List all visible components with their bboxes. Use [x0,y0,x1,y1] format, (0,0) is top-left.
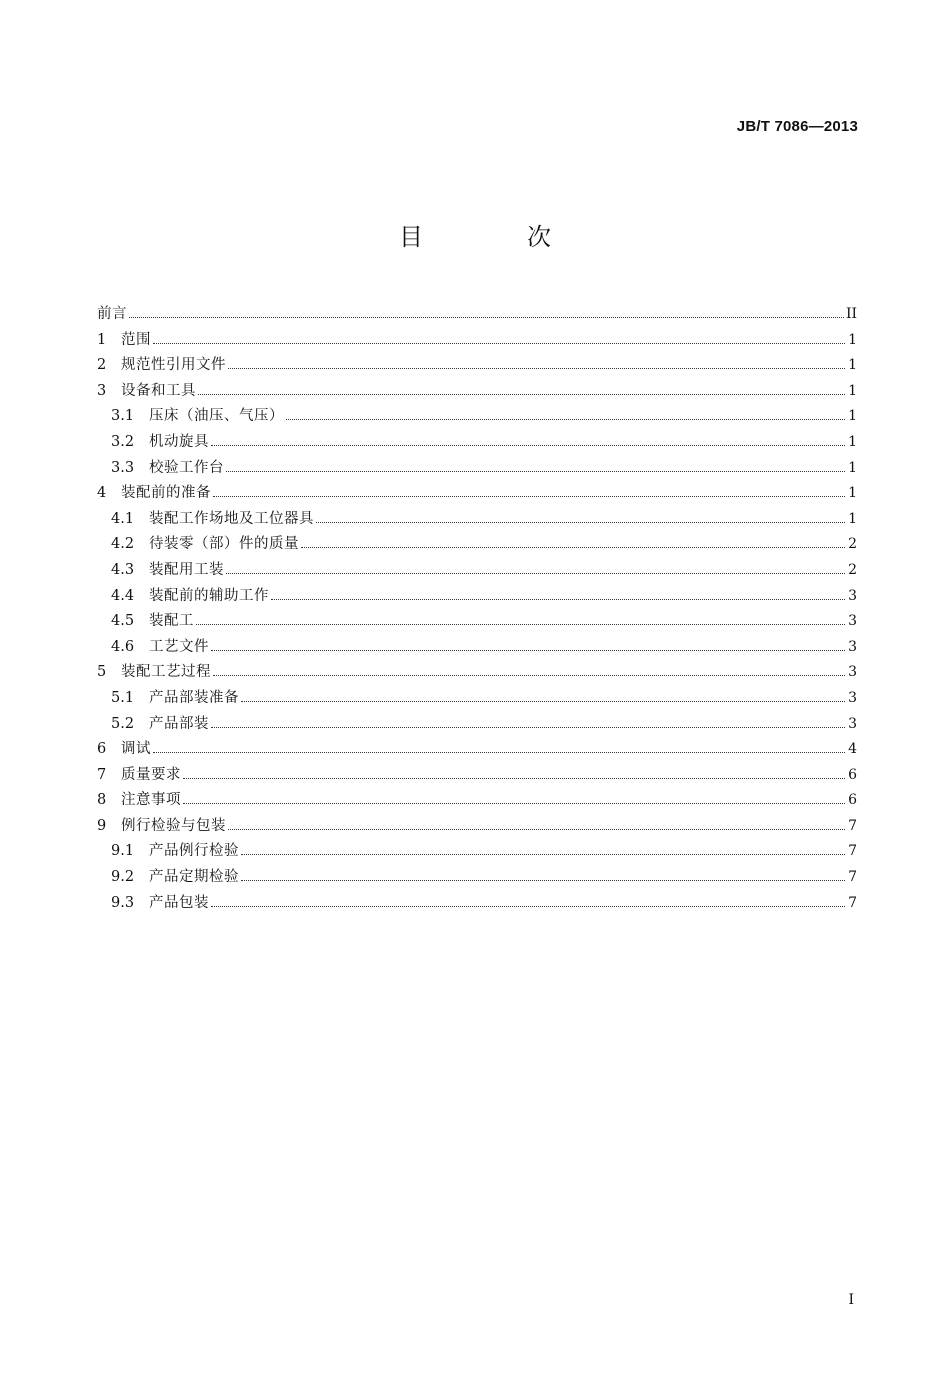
toc-entry-page: 3 [848,689,857,706]
toc-leader-dots [183,803,845,804]
toc-entry-number: 4.6 [111,638,135,655]
toc-entry-label: 产品定期检验 [149,869,239,886]
toc-entry-page: 3 [848,715,857,732]
toc-entry-page: 1 [848,382,857,399]
toc-entry-number: 1 [97,331,107,348]
toc-entry-page: 1 [848,510,857,527]
toc-entry-label: 压床（油压、气压） [149,408,284,425]
toc-entry-number: 9.3 [111,894,135,911]
toc-entry[interactable] [97,302,857,328]
toc-entry-number: 4.5 [111,613,135,630]
toc-entry-page: 7 [848,843,857,860]
toc-entry-label: 产品部装准备 [149,689,239,706]
toc-entry-number: 9.2 [111,869,135,886]
toc-entry[interactable] [97,788,857,814]
toc-entry-number: 5 [97,664,107,681]
toc-entry-page: 7 [848,869,857,886]
toc-entry-label: 装配工作场地及工位器具 [149,510,314,527]
toc-leader-dots [226,573,845,574]
toc-leader-dots [213,675,845,676]
toc-entry-number: 9.1 [111,843,135,860]
toc-entry-page: 2 [848,561,857,578]
toc-entry[interactable] [97,635,857,661]
toc-entry-page: II [845,306,857,322]
toc-leader-dots [301,547,845,548]
toc-entry-label: 调试 [121,741,151,758]
toc-entry-number: 8 [97,792,107,809]
toc-entry-number: 5.2 [111,715,135,732]
toc-leader-dots [211,727,845,728]
toc-entry[interactable] [97,379,857,405]
toc-entry-label: 范围 [121,331,151,348]
toc-entry-label: 装配工艺过程 [121,664,211,681]
toc-entry[interactable] [97,532,857,558]
toc-leader-dots [228,829,845,830]
toc-entry-label: 待装零（部）件的质量 [149,536,299,553]
standard-code: JB/T 7086—2013 [736,118,858,135]
toc-entry[interactable] [97,584,857,610]
page-title: 目 次 [399,223,591,251]
toc-entry[interactable] [97,737,857,763]
toc-entry-number: 4.1 [111,510,135,527]
toc-leader-dots [211,445,845,446]
toc-entry-page: 7 [848,817,857,834]
toc-leader-dots [316,522,845,523]
toc-entry[interactable] [97,865,857,891]
toc-entry[interactable] [97,456,857,482]
toc-entry-page: 6 [848,792,857,809]
toc-entry-page: 1 [848,433,857,450]
toc-entry-page: 1 [848,408,857,425]
toc-entry[interactable] [97,609,857,635]
toc-entry-label: 设备和工具 [121,382,196,399]
toc-entry-page: 3 [848,587,857,604]
toc-leader-dots [241,701,845,702]
toc-entry-label: 前言 [97,306,127,322]
toc-entry[interactable] [97,660,857,686]
toc-entry-label: 质量要求 [121,766,181,783]
toc-entry-number: 4.3 [111,561,135,578]
toc-leader-dots [286,419,845,420]
toc-entry[interactable] [97,686,857,712]
toc-leader-dots [153,752,845,753]
toc-leader-dots [213,496,845,497]
toc-leader-dots [198,394,845,395]
toc-leader-dots [211,650,845,651]
toc-entry-number: 3.3 [111,459,135,476]
toc-leader-dots [228,368,845,369]
toc-entry-label: 装配前的准备 [121,485,211,502]
toc-entry-page: 7 [848,894,857,911]
toc-leader-dots [153,343,845,344]
toc-entry-number: 2 [97,357,107,374]
toc-entry-page: 6 [848,766,857,783]
toc-entry-label: 例行检验与包装 [121,817,226,834]
toc-entry-page: 1 [848,357,857,374]
table-of-contents [97,302,857,916]
toc-entry[interactable] [97,814,857,840]
toc-entry-label: 装配用工装 [149,561,224,578]
toc-entry-number: 6 [97,741,107,758]
toc-entry-page: 1 [848,331,857,348]
toc-entry-label: 产品包装 [149,894,209,911]
toc-entry-number: 9 [97,817,107,834]
toc-entry-page: 3 [848,638,857,655]
toc-leader-dots [241,854,845,855]
toc-entry-label: 产品例行检验 [149,843,239,860]
toc-leader-dots [196,624,845,625]
toc-entry[interactable] [97,404,857,430]
page-number: I [848,1292,854,1308]
toc-entry[interactable] [97,353,857,379]
toc-entry[interactable] [97,712,857,738]
toc-entry[interactable] [97,507,857,533]
toc-leader-dots [271,599,845,600]
toc-leader-dots [183,778,845,779]
toc-entry[interactable] [97,763,857,789]
toc-entry-number: 4.2 [111,536,135,553]
toc-entry-number: 3.1 [111,408,135,425]
toc-entry-label: 机动旋具 [149,433,209,450]
toc-entry-page: 1 [848,459,857,476]
toc-entry-page: 1 [848,485,857,502]
toc-entry-number: 4 [97,485,107,502]
toc-entry-page: 3 [848,613,857,630]
toc-entry-label: 装配前的辅助工作 [149,587,269,604]
toc-entry-page: 2 [848,536,857,553]
toc-entry[interactable] [97,481,857,507]
toc-entry-page: 4 [848,741,857,758]
toc-leader-dots [241,880,845,881]
toc-entry-number: 3 [97,382,107,399]
toc-entry-label: 工艺文件 [149,638,209,655]
toc-entry-label: 校验工作台 [149,459,224,476]
toc-entry-number: 5.1 [111,689,135,706]
toc-entry-number: 3.2 [111,433,135,450]
toc-entry[interactable] [97,328,857,354]
toc-entry-label: 装配工 [149,613,194,630]
toc-entry-number: 7 [97,766,107,783]
toc-entry-label: 产品部装 [149,715,209,732]
toc-entry[interactable] [97,839,857,865]
toc-entry-number: 4.4 [111,587,135,604]
toc-leader-dots [129,317,844,318]
toc-entry[interactable] [97,430,857,456]
toc-entry[interactable] [97,891,857,917]
toc-entry-label: 注意事项 [121,792,181,809]
toc-entry-page: 3 [848,664,857,681]
toc-leader-dots [211,906,845,907]
toc-entry[interactable] [97,558,857,584]
toc-entry-label: 规范性引用文件 [121,357,226,374]
toc-leader-dots [226,471,845,472]
